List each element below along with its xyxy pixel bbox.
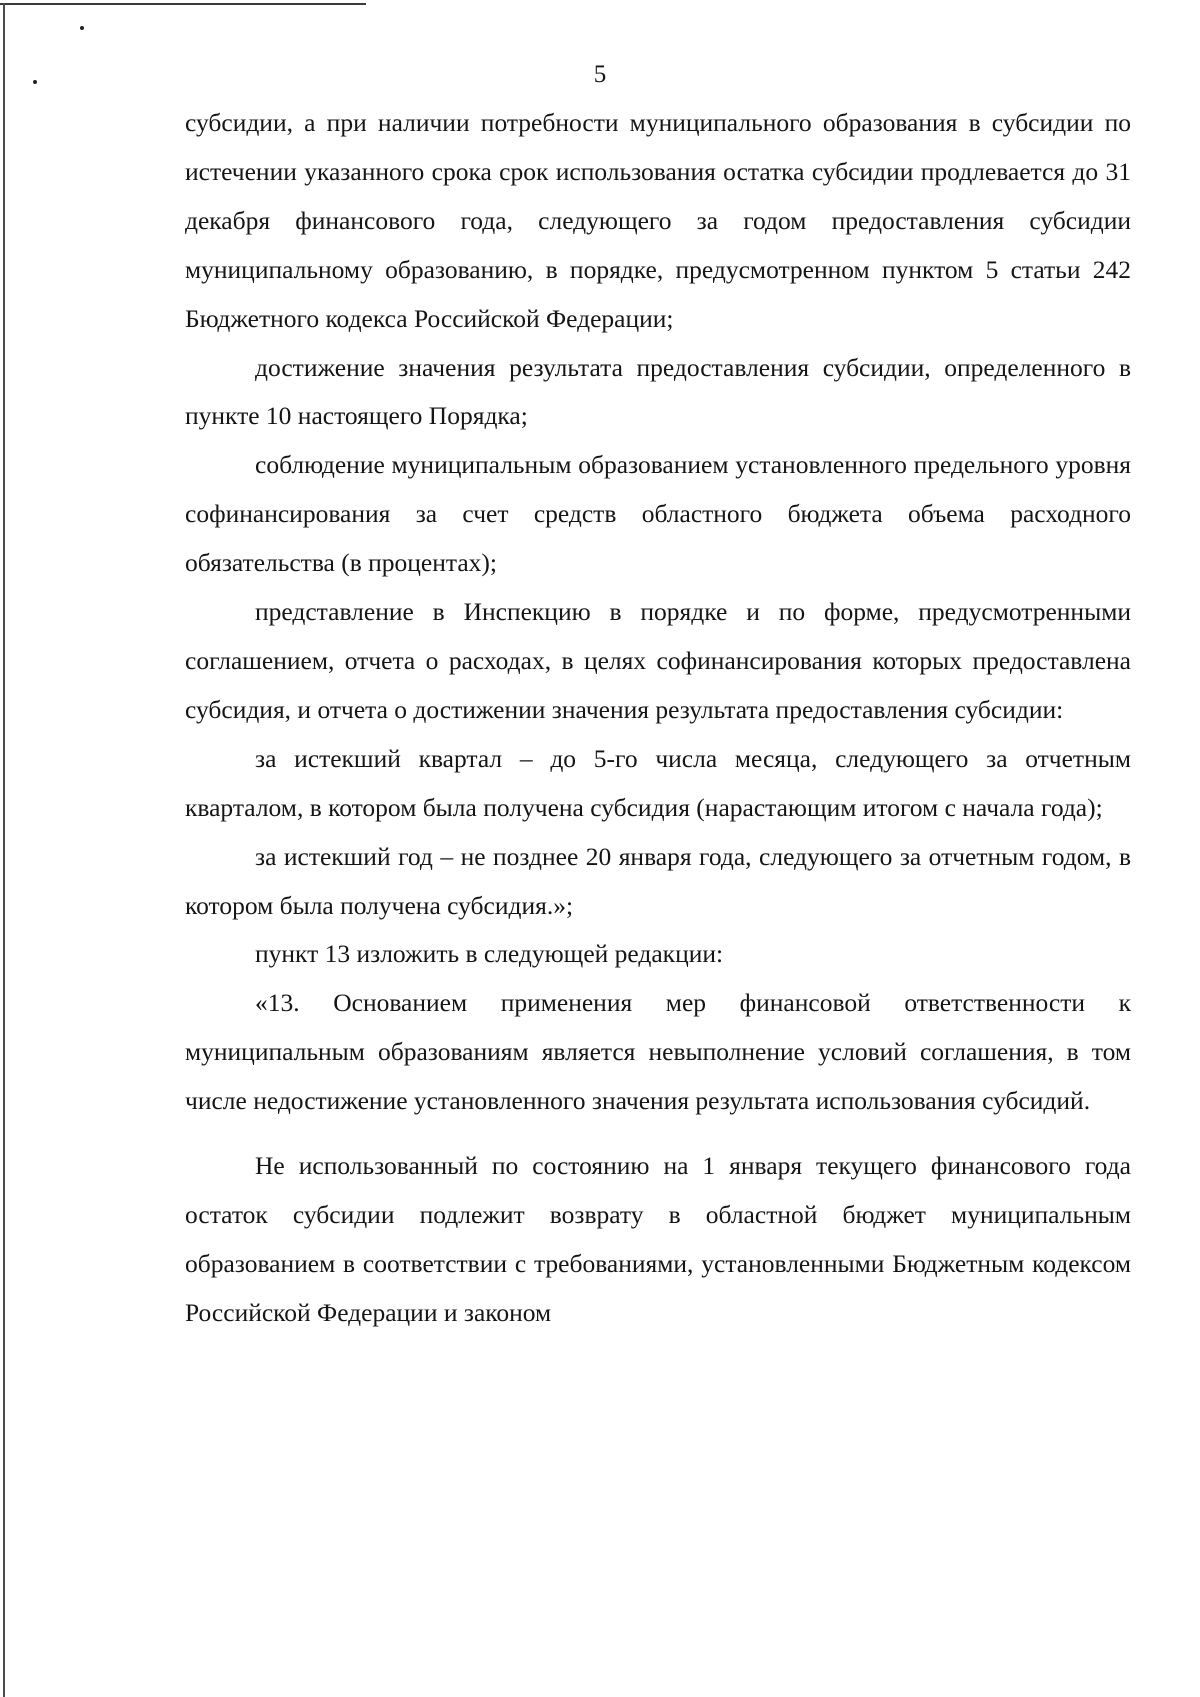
page-number: 5 (593, 61, 607, 88)
scan-border-left (3, 3, 5, 1697)
paragraph-amend-point-13: пункт 13 изложить в следующей редакции: (255, 939, 724, 969)
paragraph-quarter-deadline: за истекший квартал – до 5-го числа месяца, следующего за отчетным кварталом, в котором была получена субсидия (нарастающим итогом с начала года); (185, 743, 1131, 822)
paragraph-cofinancing-level: соблюдение муниципальным образованием установленного предельного уровня софинансирования за счет средств областного бюджета объема расходного обязательства (в процентах); (185, 450, 1131, 578)
paragraph-report-submission: представление в Инспекцию в порядке и по форме, предусмотренными соглашением, отчета о расходах, в целях софинансирования которых предоставлена субсидия, и отчета о достижении значения результата предоставления субсидии: (185, 597, 1131, 724)
paragraph-subsidy-extension: субсидии, а при наличии потребности муниципального образования в субсидии по истечении указанного срока срок использования остатка субсидии продлевается до 31 декабря финансового года, следующего за годом предоставления субсидии муниципальному образованию, в порядке, предусмотренном пунктом 5 статьи 242 Бюджетного кодекса Российской Федерации; (185, 108, 1131, 333)
paragraph-result-achievement: достижение значения результата предоставления субсидии, определенного в пункте 10 настоящего Порядка; (185, 352, 1131, 431)
paragraph-unused-balance: Не использованный по состоянию на 1 января текущего финансового года остаток субсидии подлежит возврату в областной бюджет муниципальным образованием в соответствии с требованиями, установленными Бюджетным кодексом Российской Федерации и законом (185, 1151, 1131, 1327)
scan-speck (80, 26, 84, 30)
paragraph-point-13-text: «13. Основанием применения мер финансовой ответственности к муниципальным образованиям является невыполнение условий соглашения, в том числе недостижение установленного значения результата использования субсидий. (185, 988, 1131, 1116)
document-body (185, 99, 1131, 1338)
scan-border-top (0, 3, 366, 5)
paragraph-year-deadline: за истекший год – не позднее 20 января года, следующего за отчетным годом, в котором была получена субсидия.»; (185, 841, 1131, 920)
